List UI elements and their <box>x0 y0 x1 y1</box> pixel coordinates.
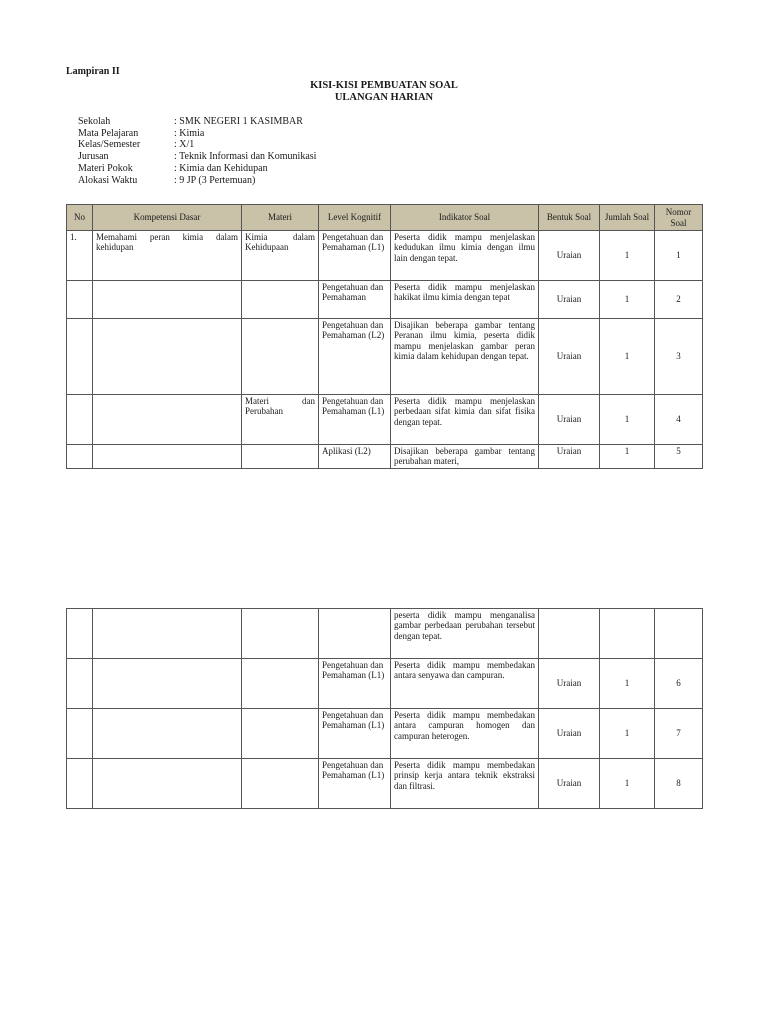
cell-bentuk-soal: Uraian <box>539 709 600 759</box>
cell-level-kognitif: Pengetahuan dan Pemahaman (L1) <box>319 231 391 281</box>
cell-bentuk-soal: Uraian <box>539 445 600 469</box>
cell-materi <box>242 609 319 659</box>
cell-kompetensi-dasar <box>93 709 242 759</box>
table-row <box>67 231 703 281</box>
appendix-label: Lampiran II <box>66 66 120 77</box>
info-row <box>78 163 316 175</box>
cell-jumlah-soal: 1 <box>600 395 655 445</box>
info-block <box>78 116 316 186</box>
cell-no <box>67 319 93 395</box>
document-subtitle: ULANGAN HARIAN <box>334 92 434 103</box>
cell-materi <box>242 759 319 809</box>
cell-level-kognitif: Pengetahuan dan Pemahaman (L1) <box>319 659 391 709</box>
cell-jumlah-soal <box>600 609 655 659</box>
cell-level-kognitif: Pengetahuan dan Pemahaman (L1) <box>319 759 391 809</box>
cell-no <box>67 659 93 709</box>
table-row <box>67 445 703 469</box>
header-level-kognitif: Level Kognitif <box>319 205 391 231</box>
header-kompetensi-dasar: Kompetensi Dasar <box>93 205 242 231</box>
kisi-kisi-table-page1 <box>66 204 703 469</box>
cell-kompetensi-dasar <box>93 609 242 659</box>
cell-level-kognitif: Pengetahuan dan Pemahaman <box>319 281 391 319</box>
info-label: Sekolah <box>78 116 111 127</box>
document-title: KISI-KISI PEMBUATAN SOAL <box>310 80 458 91</box>
cell-level-kognitif <box>319 609 391 659</box>
cell-materi <box>242 281 319 319</box>
info-value: : Kimia <box>174 127 205 139</box>
cell-materi <box>242 445 319 469</box>
cell-jumlah-soal: 1 <box>600 445 655 469</box>
header-bentuk-soal: Bentuk Soal <box>539 205 600 231</box>
info-value: : X/1 <box>174 139 195 151</box>
cell-nomor-soal: 8 <box>655 759 703 809</box>
table-row <box>67 281 703 319</box>
cell-nomor-soal: 4 <box>655 395 703 445</box>
header-indikator-soal: Indikator Soal <box>391 205 539 231</box>
header-materi: Materi <box>242 205 319 231</box>
kisi-kisi-table-page2 <box>66 608 703 809</box>
cell-nomor-soal: 7 <box>655 709 703 759</box>
header-nomor-soal: Nomor Soal <box>655 205 703 231</box>
info-label: Materi Pokok <box>78 162 133 174</box>
cell-indikator-soal: Disajikan beberapa gambar tentang Peranan ilmu kimia, peserta didik mampu menjelaskan gambar peran kimia dalam kehidupan dengan tepat. <box>391 319 539 395</box>
info-value: : 9 JP (3 Pertemuan) <box>174 174 256 186</box>
table-row <box>67 319 703 395</box>
header-jumlah-soal: Jumlah Soal <box>600 205 655 231</box>
cell-materi <box>242 659 319 709</box>
cell-no <box>67 281 93 319</box>
info-value: : Kimia dan Kehidupan <box>174 162 268 174</box>
cell-level-kognitif: Aplikasi (L2) <box>319 445 391 469</box>
cell-no <box>67 395 93 445</box>
cell-jumlah-soal: 1 <box>600 281 655 319</box>
cell-indikator-soal: Peserta didik mampu menjelaskan kedudukan ilmu kimia dengan ilmu lain dengan tepat. <box>391 231 539 281</box>
header-no: No <box>67 205 93 231</box>
info-row <box>78 139 316 151</box>
cell-nomor-soal: 2 <box>655 281 703 319</box>
cell-nomor-soal <box>655 609 703 659</box>
cell-jumlah-soal: 1 <box>600 659 655 709</box>
cell-kompetensi-dasar <box>93 319 242 395</box>
table-row <box>67 395 703 445</box>
cell-bentuk-soal: Uraian <box>539 281 600 319</box>
cell-indikator-soal: Peserta didik mampu menjelaskan hakikat ilmu kimia dengan tepat <box>391 281 539 319</box>
cell-bentuk-soal: Uraian <box>539 659 600 709</box>
cell-jumlah-soal: 1 <box>600 319 655 395</box>
info-row <box>78 175 316 187</box>
table-header-row <box>67 205 703 231</box>
cell-nomor-soal: 6 <box>655 659 703 709</box>
cell-bentuk-soal: Uraian <box>539 231 600 281</box>
cell-kompetensi-dasar <box>93 659 242 709</box>
cell-no <box>67 445 93 469</box>
cell-bentuk-soal: Uraian <box>539 759 600 809</box>
cell-indikator-text: Disajikan beberapa gambar tentang perubahan materi, <box>394 446 535 467</box>
cell-kompetensi-dasar: Memahami peran kimia dalam kehidupan <box>93 231 242 281</box>
cell-no: 1. <box>67 231 93 281</box>
cell-kompetensi-dasar <box>93 445 242 469</box>
info-value: : SMK NEGERI 1 KASIMBAR <box>174 116 303 127</box>
cell-no <box>67 759 93 809</box>
info-label: Kelas/Semester <box>78 139 141 151</box>
cell-materi: Kimia dalam Kehidupaan <box>242 231 319 281</box>
cell-materi: Materi dan Perubahan <box>242 395 319 445</box>
table-row <box>67 709 703 759</box>
info-label: Mata Pelajaran <box>78 127 139 139</box>
cell-level-kognitif: Pengetahuan dan Pemahaman (L2) <box>319 319 391 395</box>
cell-jumlah-soal: 1 <box>600 709 655 759</box>
cell-indikator-soal: Peserta didik mampu membedakan antara campuran homogen dan campuran heterogen. <box>391 709 539 759</box>
info-row <box>78 151 316 163</box>
cell-kompetensi-dasar <box>93 395 242 445</box>
cell-kompetensi-dasar <box>93 759 242 809</box>
cell-indikator-soal: peserta didik mampu menganalisa gambar perbedaan perubahan tersebut dengan tepat. <box>391 609 539 659</box>
cell-materi <box>242 319 319 395</box>
cell-indikator-soal <box>391 445 539 469</box>
info-row <box>78 116 316 128</box>
cell-jumlah-soal: 1 <box>600 759 655 809</box>
info-label: Jurusan <box>78 151 109 163</box>
info-label: Alokasi Waktu <box>78 174 138 186</box>
cell-indikator-soal: Peserta didik mampu menjelaskan perbedaan sifat kimia dan sifat fisika dengan tepat. <box>391 395 539 445</box>
cell-level-kognitif: Pengetahuan dan Pemahaman (L1) <box>319 709 391 759</box>
info-value: : Teknik Informasi dan Komunikasi <box>174 151 317 163</box>
cell-bentuk-soal <box>539 609 600 659</box>
table-row <box>67 609 703 659</box>
cell-indikator-soal: Peserta didik mampu membedakan prinsip kerja antara teknik ekstraksi dan filtrasi. <box>391 759 539 809</box>
cell-bentuk-soal: Uraian <box>539 319 600 395</box>
cell-no <box>67 609 93 659</box>
cell-bentuk-soal: Uraian <box>539 395 600 445</box>
cell-nomor-soal: 3 <box>655 319 703 395</box>
info-row <box>78 128 316 140</box>
cell-jumlah-soal: 1 <box>600 231 655 281</box>
cell-nomor-soal: 1 <box>655 231 703 281</box>
cell-nomor-soal: 5 <box>655 445 703 469</box>
table-row <box>67 759 703 809</box>
cell-level-kognitif: Pengetahuan dan Pemahaman (L1) <box>319 395 391 445</box>
cell-indikator-soal: Peserta didik mampu membedakan antara senyawa dan campuran. <box>391 659 539 709</box>
cell-materi <box>242 709 319 759</box>
cell-kompetensi-dasar <box>93 281 242 319</box>
cell-no <box>67 709 93 759</box>
table-row <box>67 659 703 709</box>
